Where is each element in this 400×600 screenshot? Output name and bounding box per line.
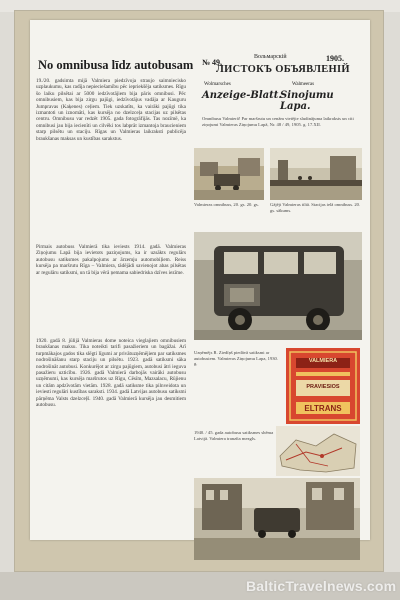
exhibition-board [30, 20, 370, 540]
caption-photo-left: Valmieras omnibuss, 20. gs. 20. gs. [194, 202, 259, 207]
poster-top-text: VALMIERA [308, 358, 338, 364]
text-paragraph-3: 1920. gadā 8. jūlijā Valmieras dome noteica vieglajiem omnibusiem braukšanas maksu. Tika noteikti tarifi pasažieriem un bagāžai. Arī turpmākajos gados tika slēgti līgumi ar privātuzņēmējiem par satiksmes nodrošināšanu starp staciju un pilsētu. 1923. gadā satiksmi sāka nodrošināt autobusi. Konkurējot ar zirgu pajūgiem, autobusi ātri ieguva pasažieru uzticību. 1926. gadā Valmierā darbojās vairāki autobusu uzņēmumi, kas kursēja maršrutos uz Rīgu, Cēsīm, Mazsalacu, Rūjienu un citām apdzīvotām vietām. 1928. gadā satiksme tika pilnveidota un ieviesti regulāri kustības saraksti. 1934. gadā Latvijas autobusu satiksmi pārņēma Valsts dzelzceļš. 1940. gadā Valmierā kursēja jau desmitiem autobusu. [36, 338, 186, 409]
watermark-logo: BalticTravelnews.com [246, 578, 397, 594]
newspaper-issue-number: № 49, [202, 58, 223, 67]
photo-old-bus [194, 232, 362, 340]
poster-middle-text: PRAVIESIOS [306, 384, 340, 390]
caption-photo-right: Gājēji Valmieras tiltā. Stacijas ielā omnibuss. 20. gs. sākums. [270, 202, 361, 213]
caption-poster: Uzņēmējs R. Ziedīņš piedāvā satiksmi ar autobusiem. Valmieras Ziņojumu Lapa, 1930. g. [194, 350, 278, 367]
poster-image [286, 348, 360, 424]
poster-brand: ELTRANS [304, 404, 342, 413]
board-title: No omnibusa līdz autobusam [38, 58, 194, 72]
photo-omnibus-street [194, 148, 264, 200]
newspaper-subtitle-right: Walmeeras [292, 82, 315, 87]
text-paragraph-2: Pirmais autobuss Valmierā tika ieviests 1914. gadā. Valmieras Ziņojumu Lapā bija ievietots paziņojums, ka ir uzsākts regulārs autobusu satiksmes pakalpojums ar ārzemju automobiļiem. Reiss kursēja pa maršrutu Rīga – Valmiera, tādējādi savienojot abas pilsētas ar regulāru satiksmi, un tā bija vērā ņemama sabiedriska dzīves iezīme. [36, 244, 186, 276]
photo-bridge-scene [270, 148, 362, 200]
newspaper-caption: Omnibusu Valmierā! Par maršrutu un cenām vietējie sludinājuma laikraksts un citi ziņojumi Valmieras Ziņojumu Lapā, Nr. 48 / 49, 1905. g. 17.XII. [202, 116, 354, 127]
caption-map: 1940. / 45. gada autobusu satiksmes shēma Latvijā. Valmiera tranzīta mezgls. [194, 430, 274, 441]
newspaper-subtitle-left: Wolmarsches [204, 82, 231, 87]
newspaper-title: ЛИСТОКЪ ОБЪЯВЛЕНІЙ [216, 64, 350, 75]
text-paragraph-1: 19./20. gadsimta mijā Valmiera piedzīvoja straujo saimniecisko uzplaukumu, kas radīja nepieciešamību pēc iepriekšēja satiksmes. Rīgu šo laiku pilsētai ar 5000 iedzīvotājiem bija pāris omnibusi. Pēc omnibusiem, kas bija zirgu pajūgi, iedzīvotājus vadāja ar Kauguru Jumpravas (Kaķenes) ceļiem. Tiek uzskatīts, ka vairāki pajūgi tika izmantoti un iznomāti, kas kursēja no dzelzceļa stacijas uz pilsētas centru. Omnibusu var redzēt 1905. gada fotogrāfijās. Tas nozīmē, ka omnibusi jau bija iecienīti un cilvēki tos labprāt izmantoja braucieniem starp pilsētu un staciju. Rīgas un Valmieras laikraksti publicēja braukšanas maksas un kustības sarakstus. [36, 78, 186, 142]
newspaper-city: Вольмарскій [254, 54, 287, 60]
newspaper-gothic-left: Anzeige-Blatt. [202, 90, 282, 101]
newspaper-gothic-right: Sinojumu Lapa. [280, 90, 334, 112]
newspaper-year: 1905. [326, 54, 344, 63]
map-image [276, 426, 360, 476]
newspaper-masthead [202, 54, 360, 138]
photo-street-buses [194, 478, 360, 560]
